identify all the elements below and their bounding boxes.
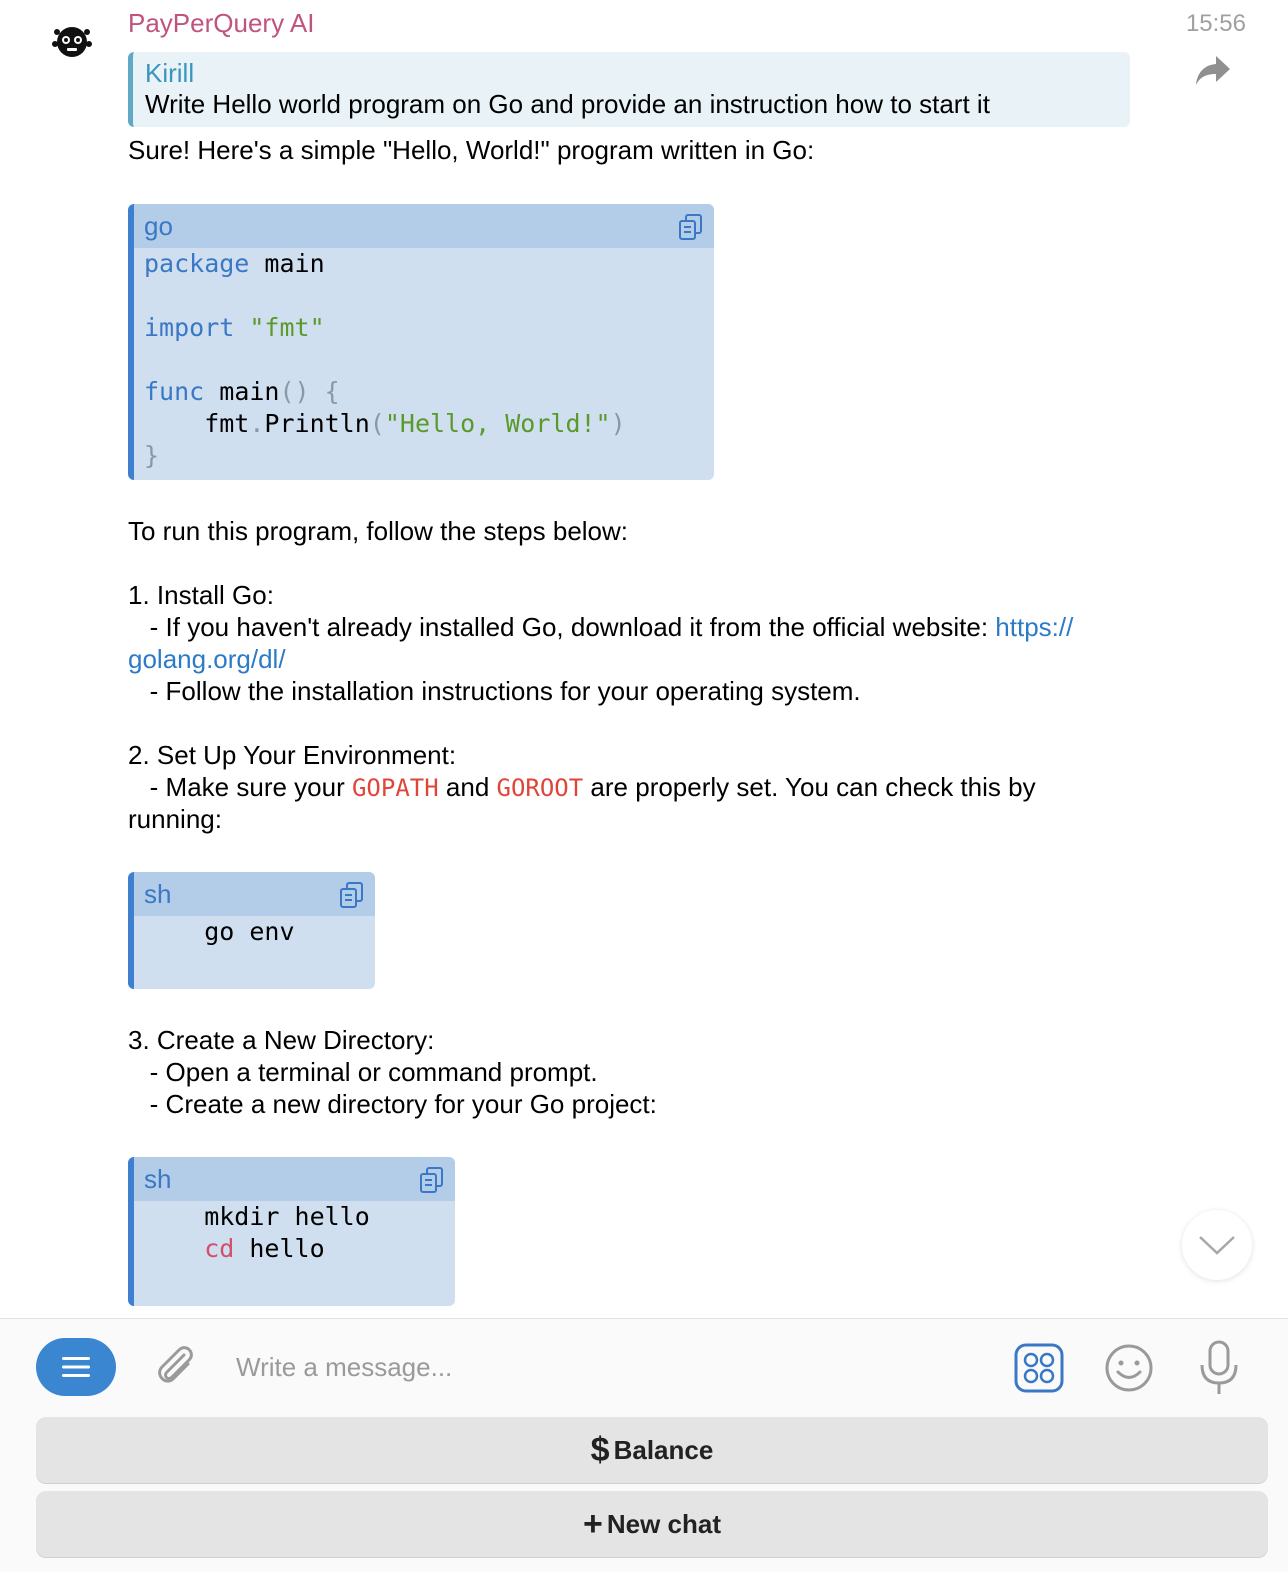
step-2-and: and	[438, 772, 497, 802]
balance-button[interactable]	[36, 1417, 1268, 1483]
sender-name[interactable]: PayPerQuery AI	[128, 8, 315, 38]
code-token: import	[144, 313, 235, 342]
code-token: cd	[204, 1234, 235, 1263]
code-line: go env	[144, 917, 295, 946]
code-token: package	[144, 249, 250, 278]
code-token: fmt	[144, 409, 250, 438]
bot-avatar-icon[interactable]	[50, 20, 94, 64]
reply-text: Write Hello world program on Go and provide an instruction how to start it	[145, 89, 990, 119]
download-link-continued[interactable]: golang.org/dl/	[128, 644, 286, 674]
step-1-line-2: - Follow the installation instructions for your operating system.	[128, 676, 861, 706]
step-2-line-1	[128, 771, 1036, 804]
microphone-icon[interactable]	[1196, 1339, 1242, 1397]
code-token: "fmt"	[234, 313, 325, 342]
scroll-to-bottom-button[interactable]	[1182, 1210, 1252, 1280]
paperclip-icon[interactable]	[150, 1341, 200, 1391]
code-token: main	[249, 249, 325, 278]
message-input[interactable]	[230, 1341, 990, 1393]
new-chat-button[interactable]	[36, 1491, 1268, 1557]
code-token: Println	[264, 409, 370, 438]
code-block-sh-mkdir	[128, 1157, 455, 1306]
plus-icon: +	[582, 1504, 603, 1543]
code-token: (	[369, 409, 385, 438]
share-arrow-icon[interactable]	[1194, 54, 1232, 88]
code-body	[134, 248, 714, 472]
chevron-down-icon	[1197, 1234, 1237, 1256]
composer-bar	[0, 1318, 1288, 1572]
new-chat-label: New chat	[606, 1508, 721, 1539]
code-token	[144, 1234, 204, 1263]
code-token: }	[144, 441, 160, 470]
step-2-post: are properly set. You can check this by	[583, 772, 1036, 802]
emoji-icon[interactable]	[1104, 1343, 1154, 1393]
inline-code-gopath: GOPATH	[351, 774, 439, 802]
code-token: ()	[279, 377, 310, 406]
step-1-line-1	[128, 611, 1073, 643]
code-body	[134, 1201, 455, 1265]
code-token: hello	[234, 1234, 325, 1263]
code-header	[134, 872, 375, 916]
copy-icon[interactable]	[678, 213, 704, 241]
copy-icon[interactable]	[419, 1166, 445, 1194]
code-line: mkdir hello	[144, 1202, 370, 1231]
dollar-icon: $	[590, 1430, 610, 1469]
message-time: 15:56	[1185, 10, 1246, 37]
step-1-line-1-text: - If you haven't already installed Go, download it from the official website:	[128, 612, 996, 642]
step-3-line-2: - Create a new directory for your Go project:	[128, 1089, 657, 1119]
reply-author: Kirill	[145, 58, 195, 88]
step-3-title: 3. Create a New Directory:	[128, 1025, 435, 1055]
download-link[interactable]: https://	[995, 612, 1074, 642]
step-2-line-2: running:	[128, 804, 222, 834]
step-2-pre: - Make sure your	[128, 772, 352, 802]
step-3-line-1: - Open a terminal or command prompt.	[128, 1057, 598, 1087]
code-body	[134, 916, 375, 948]
code-token: )	[610, 409, 626, 438]
step-2-title: 2. Set Up Your Environment:	[128, 740, 457, 770]
copy-icon[interactable]	[339, 881, 365, 909]
code-header	[134, 1157, 455, 1201]
code-language: sh	[144, 1164, 172, 1194]
code-header	[134, 204, 714, 248]
run-intro-text: To run this program, follow the steps below:	[128, 516, 629, 546]
code-block-sh-env	[128, 872, 375, 989]
reply-quote[interactable]	[128, 52, 1130, 127]
menu-icon	[60, 1355, 92, 1379]
code-token: .	[249, 409, 265, 438]
code-block-go	[128, 204, 714, 480]
balance-label: Balance	[613, 1434, 714, 1465]
apps-grid-icon[interactable]	[1014, 1343, 1064, 1393]
code-token: func	[144, 377, 205, 406]
code-token: {	[309, 377, 340, 406]
step-1-title: 1. Install Go:	[128, 580, 274, 610]
intro-text: Sure! Here's a simple "Hello, World!" program written in Go:	[128, 135, 815, 165]
code-language: sh	[144, 879, 172, 909]
code-language: go	[144, 211, 173, 241]
code-token: "Hello, World!"	[384, 409, 611, 438]
inline-code-goroot: GOROOT	[496, 774, 584, 802]
code-token: main	[204, 377, 280, 406]
menu-button[interactable]	[36, 1338, 116, 1396]
